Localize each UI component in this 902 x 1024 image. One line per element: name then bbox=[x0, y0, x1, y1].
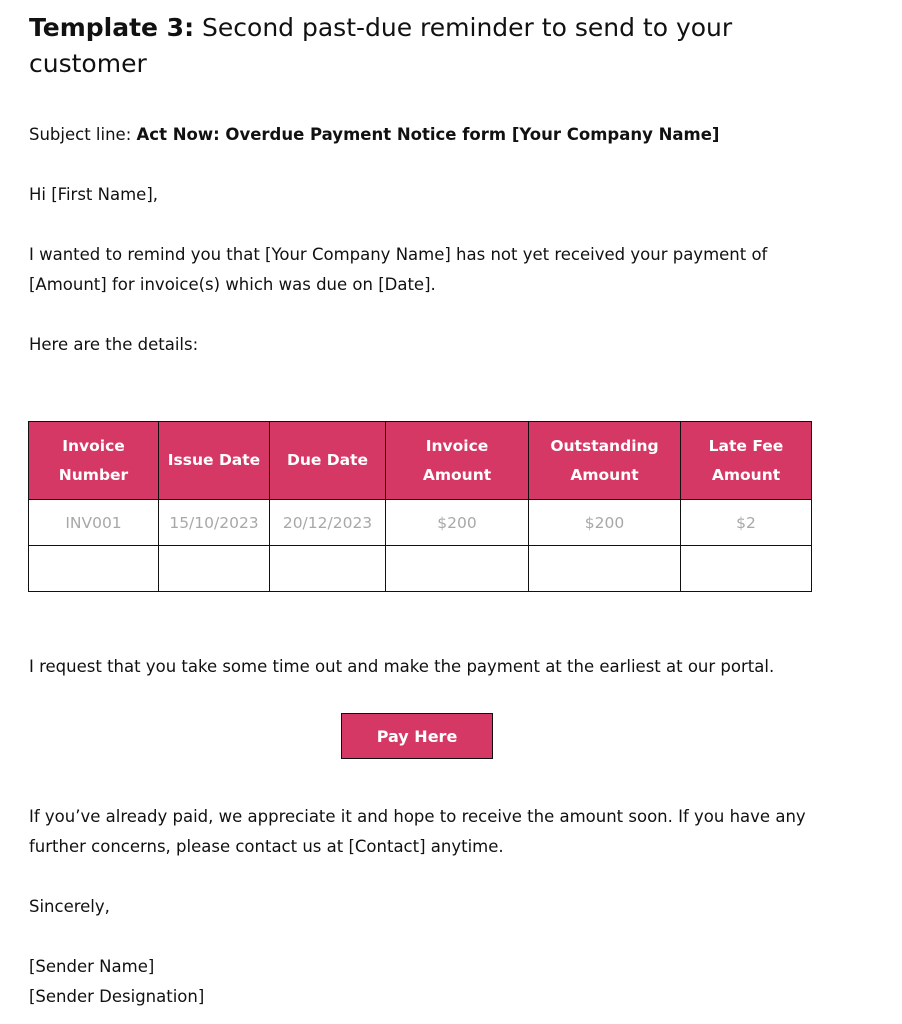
cell-invoice-number: INV001 bbox=[29, 500, 159, 546]
cell-issue-date: 15/10/2023 bbox=[159, 500, 270, 546]
reminder-paragraph: I wanted to remind you that [Your Company Name] has not yet received your payment of [Amount] for invoice(s) which was due on [Date]. bbox=[29, 245, 768, 294]
table-row bbox=[29, 500, 812, 546]
sign-off: Sincerely, bbox=[29, 897, 110, 916]
cell-due-date: 20/12/2023 bbox=[270, 500, 386, 546]
cell-issue-date bbox=[159, 546, 270, 592]
cell-invoice-number bbox=[29, 546, 159, 592]
table-row bbox=[29, 546, 812, 592]
cell-invoice-amount: $200 bbox=[386, 500, 529, 546]
pay-here-button[interactable]: Pay Here bbox=[341, 713, 493, 759]
template-title bbox=[29, 10, 789, 82]
cell-late-fee-amount bbox=[681, 546, 812, 592]
column-header-issue-date: Issue Date bbox=[159, 422, 270, 500]
cell-due-date bbox=[270, 546, 386, 592]
column-header-invoice-number: Invoice Number bbox=[29, 422, 159, 500]
cell-invoice-amount bbox=[386, 546, 529, 592]
cell-outstanding-amount: $200 bbox=[529, 500, 681, 546]
subject-label: Subject line: bbox=[29, 125, 137, 144]
template-title-text: Second past-due reminder to send to your customer bbox=[29, 13, 733, 78]
column-header-late-fee-amount: Late Fee Amount bbox=[681, 422, 812, 500]
template-title-lead: Template 3: bbox=[29, 13, 195, 42]
subject-value: Act Now: Overdue Payment Notice form [Your Company Name] bbox=[136, 125, 720, 144]
column-header-outstanding-amount: Outstanding Amount bbox=[529, 422, 681, 500]
column-header-invoice-amount: Invoice Amount bbox=[386, 422, 529, 500]
cell-late-fee-amount: $2 bbox=[681, 500, 812, 546]
payment-request: I request that you take some time out and make the payment at the earliest at our portal. bbox=[29, 657, 775, 676]
column-header-due-date: Due Date bbox=[270, 422, 386, 500]
greeting: Hi [First Name], bbox=[29, 185, 159, 204]
cell-outstanding-amount bbox=[529, 546, 681, 592]
table-header-row bbox=[29, 422, 812, 500]
subject-line bbox=[29, 120, 829, 150]
sender-name: [Sender Name] bbox=[29, 957, 155, 976]
details-intro: Here are the details: bbox=[29, 335, 199, 354]
closing-note: If you’ve already paid, we appreciate it and hope to receive the amount soon. If you have any further concerns, please contact us at [Contact] anytime. bbox=[29, 807, 806, 856]
invoice-details-table bbox=[28, 421, 812, 592]
sender-designation: [Sender Designation] bbox=[29, 987, 205, 1006]
